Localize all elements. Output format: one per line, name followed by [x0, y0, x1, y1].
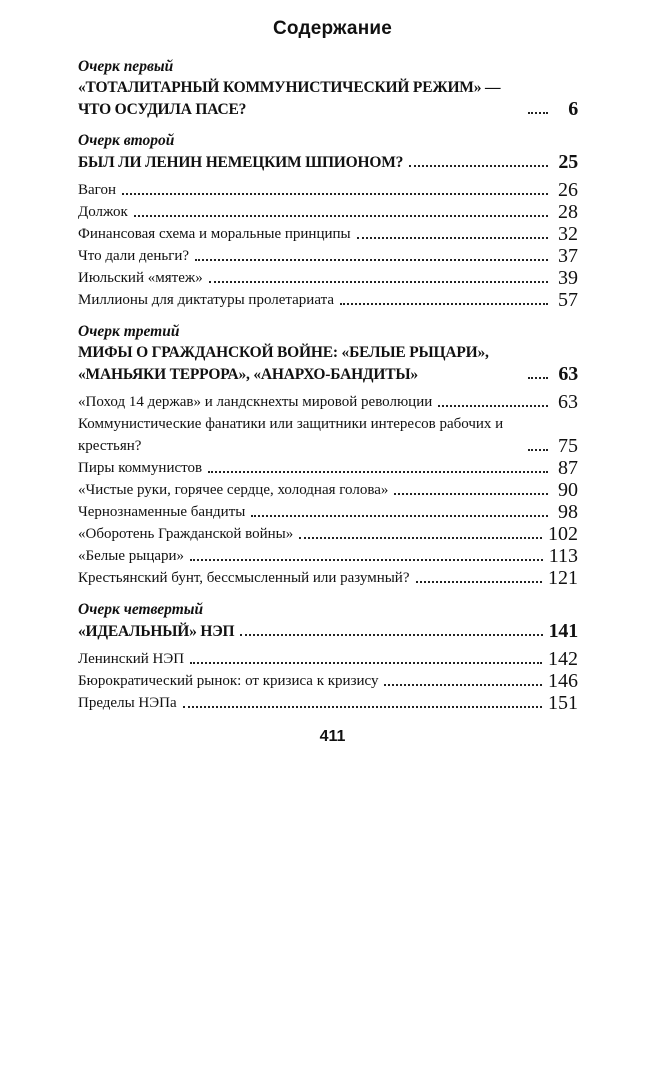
page-number: 28	[558, 201, 578, 223]
page-number: 146	[548, 670, 578, 692]
page-number: 141	[548, 620, 578, 642]
page-number: 90	[558, 479, 578, 501]
item-title: Миллионы для диктатуры пролетариата	[78, 292, 334, 308]
item-title: Коммунистические фанатики или защитники интересов рабочих и крестьян?	[78, 416, 504, 454]
page-number: 63	[558, 363, 578, 385]
dot-leader	[384, 684, 542, 686]
section-label-4: Очерк четвертый	[78, 601, 204, 618]
item-title: Что дали деньги?	[78, 248, 190, 264]
toc-item[interactable]	[78, 567, 578, 589]
section-label-2: Очерк второй	[78, 132, 175, 149]
toc-item[interactable]	[78, 223, 578, 245]
item-title: Ленинский НЭП	[78, 651, 185, 667]
item-title: Бюрократический рынок: от кризиса к кризису	[78, 673, 379, 689]
item-title: Пиры коммунистов	[78, 460, 203, 476]
page-number: 39	[558, 267, 578, 289]
page-number: 25	[558, 151, 578, 173]
item-title: Должок	[78, 204, 128, 220]
page-number: 75	[558, 435, 578, 457]
toc-item[interactable]	[78, 391, 578, 413]
item-title: «Чистые руки, горячее сердце, холодная голова»	[78, 482, 389, 498]
section-label-1: Очерк первый	[78, 58, 174, 75]
dot-leader	[438, 405, 548, 407]
item-title: Пределы НЭПа	[78, 695, 177, 711]
section-label-3: Очерк третий	[78, 323, 180, 340]
item-title: Финансовая схема и моральные принципы	[78, 226, 351, 242]
toc-item[interactable]	[78, 501, 578, 523]
item-title: Июльский «мятеж»	[78, 270, 203, 286]
toc-item[interactable]	[78, 201, 578, 223]
item-title: «Белые рыцари»	[78, 548, 185, 564]
toc-item[interactable]	[78, 692, 578, 714]
dot-leader	[251, 515, 548, 517]
dot-leader	[528, 449, 548, 451]
page-number: 151	[548, 692, 578, 714]
page-number: 142	[548, 648, 578, 670]
toc-item[interactable]	[78, 413, 578, 457]
dot-leader	[208, 471, 548, 473]
page-number: 32	[558, 223, 578, 245]
table-of-contents	[78, 56, 578, 714]
dot-leader	[134, 215, 548, 217]
toc-item[interactable]	[78, 545, 578, 567]
chapter-entry-1[interactable]	[78, 77, 578, 120]
page-number: 26	[558, 179, 578, 201]
dot-leader	[190, 559, 543, 561]
page-number: 121	[548, 567, 578, 589]
dot-leader	[528, 112, 548, 114]
page-footer-number: 411	[319, 728, 346, 745]
page-title: Содержание	[272, 18, 393, 39]
page-number: 102	[548, 523, 578, 545]
chapter-title: БЫЛ ЛИ ЛЕНИН НЕМЕЦКИМ ШПИОНОМ?	[78, 153, 404, 171]
page-number: 113	[548, 545, 578, 567]
dot-leader	[190, 662, 542, 664]
dot-leader	[299, 537, 542, 539]
dot-leader	[195, 259, 548, 261]
item-title: Крестьянский бунт, бессмысленный или разумный?	[78, 570, 410, 586]
toc-item[interactable]	[78, 648, 578, 670]
dot-leader	[209, 281, 548, 283]
item-title: «Оборотень Гражданской войны»	[78, 526, 294, 542]
dot-leader	[528, 377, 548, 379]
dot-leader	[183, 706, 542, 708]
chapter-entry-3[interactable]	[78, 342, 578, 385]
dot-leader	[409, 165, 548, 167]
page-number: 98	[558, 501, 578, 523]
chapter-entry-2[interactable]	[78, 151, 578, 173]
page-number: 63	[558, 391, 578, 413]
chapter-title: «ТОТАЛИТАРНЫЙ КОММУНИСТИЧЕСКИЙ РЕЖИМ» — ЧТО ОСУДИЛА ПАСЕ?	[78, 79, 501, 118]
page-number: 87	[558, 457, 578, 479]
item-title: «Поход 14 держав» и ландскнехты мировой революции	[78, 394, 433, 410]
chapter-title: «ИДЕАЛЬНЫЙ» НЭП	[78, 622, 235, 640]
chapter-title: МИФЫ О ГРАЖДАНСКОЙ ВОЙНЕ: «БЕЛЫЕ РЫЦАРИ», «МАНЬЯКИ ТЕРРОРА», «АНАРХО-БАНДИТЫ»	[78, 344, 489, 383]
page-number: 57	[558, 289, 578, 311]
dot-leader	[394, 493, 548, 495]
dot-leader	[122, 193, 548, 195]
dot-leader	[416, 581, 543, 583]
toc-item[interactable]	[78, 523, 578, 545]
dot-leader	[340, 303, 548, 305]
page-number: 6	[568, 98, 578, 120]
toc-item[interactable]	[78, 267, 578, 289]
item-title: Вагон	[78, 182, 116, 198]
chapter-entry-4[interactable]	[78, 620, 578, 642]
item-title: Чернознаменные бандиты	[78, 504, 246, 520]
toc-item[interactable]	[78, 670, 578, 692]
toc-item[interactable]	[78, 479, 578, 501]
toc-item[interactable]	[78, 179, 578, 201]
dot-leader	[357, 237, 548, 239]
toc-item[interactable]	[78, 245, 578, 267]
toc-item[interactable]	[78, 457, 578, 479]
page-number: 37	[558, 245, 578, 267]
dot-leader	[240, 634, 542, 636]
toc-item[interactable]	[78, 289, 578, 311]
